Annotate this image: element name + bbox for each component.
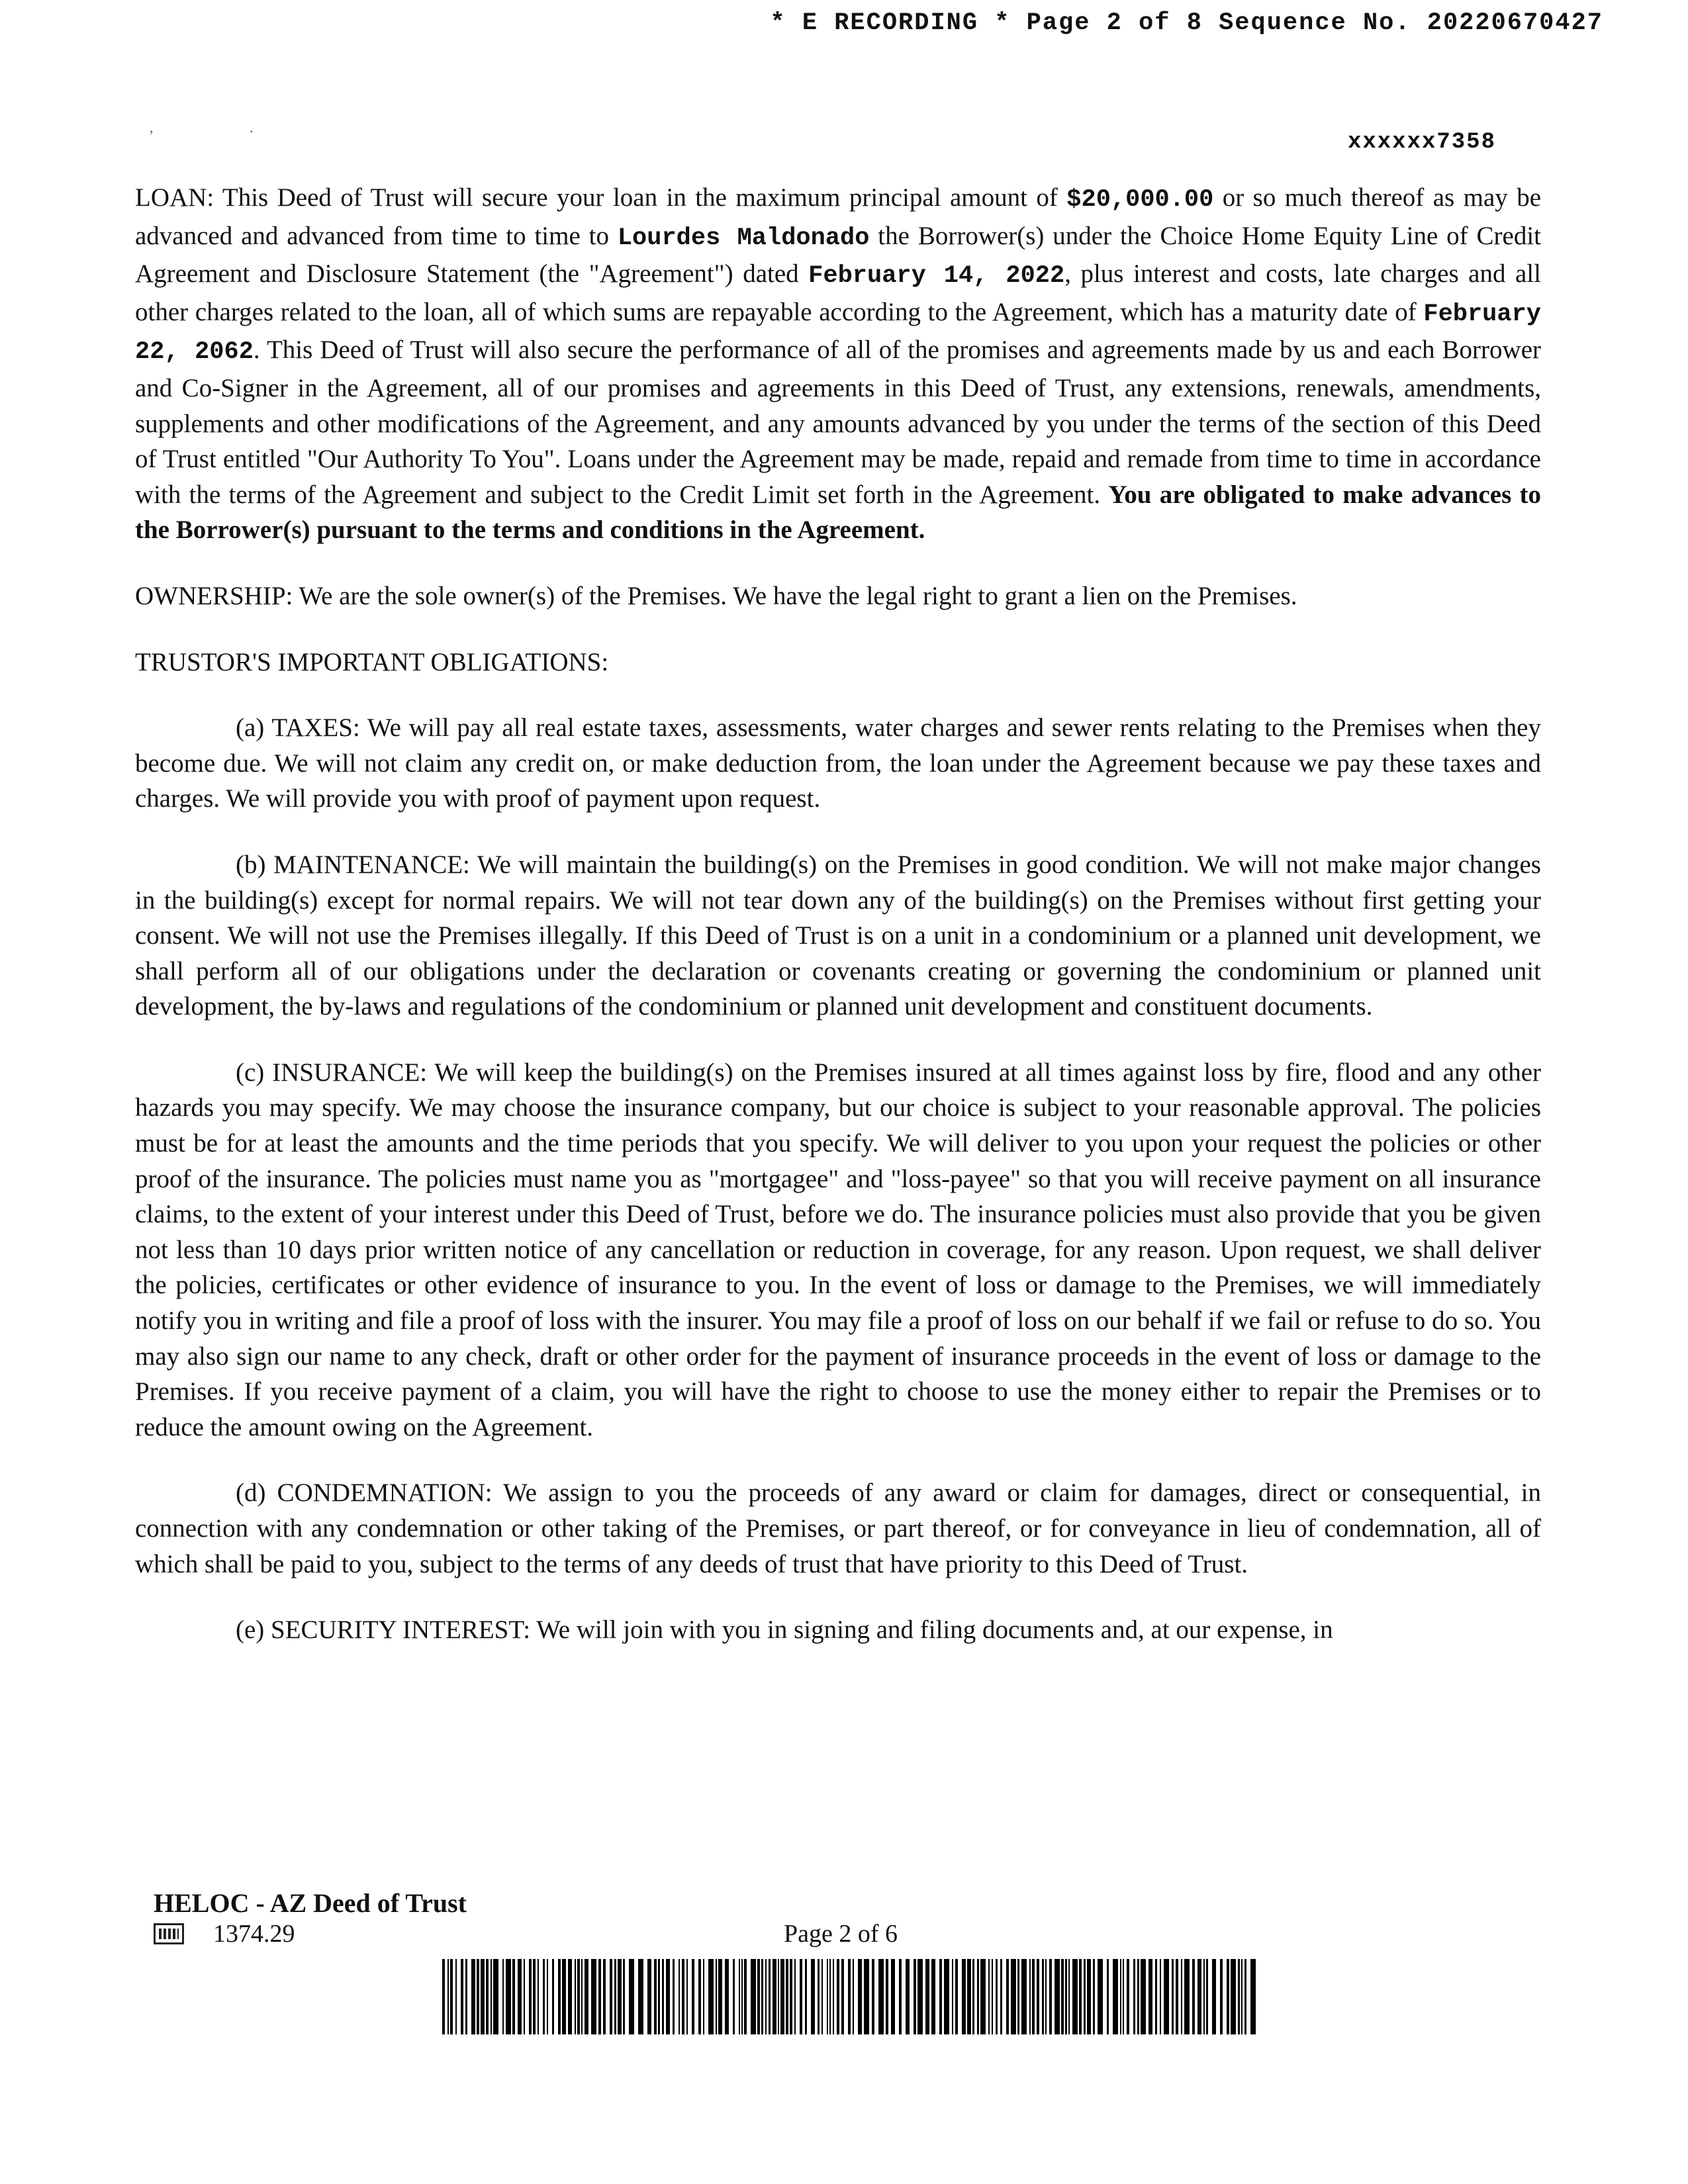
barcode-bar: [1137, 1959, 1139, 2034]
barcode-bar: [1141, 1959, 1146, 2034]
barcode-bar: [1181, 1959, 1182, 2034]
barcode-bar: [827, 1959, 828, 2034]
barcode-bar: [925, 1959, 929, 2034]
barcode-bar: [1172, 1959, 1174, 2034]
barcode-bar: [1029, 1959, 1031, 2034]
barcode-bar: [658, 1959, 660, 2034]
barcode-bar: [708, 1959, 714, 2034]
loan-text-5: . This Deed of Trust will also secure the performance of all of the promises and agreements made by us and each Borrower and Co-Signer in the Agreement, all of our promises and agreements in this Deed of Trust, any extensions, renewals, amendments, supplements and other modifications of the Agreement, and any amounts advanced by you under the terms of the section of this Deed of Trust entitled "Our Authority To You". Loans under the Agreement may be made, repaid and remade from time to time in accordance with the terms of the Agreement and subject to the Credit Limit set forth in the Agreement.: [135, 336, 1541, 509]
barcode-bar: [786, 1959, 788, 2034]
condemnation-paragraph: (d) CONDEMNATION: We assign to you the proceeds of any award or claim for damages, direct or consequential, in connection with any condemnation or other taking of the Premises, or part thereof, or for conveyance in lieu of condemnation, all of which shall be paid to you, subject to the terms of any deeds of trust that have priority to this Deed of Trust.: [135, 1479, 1541, 1578]
form-code: 1374.29: [213, 1920, 295, 1948]
barcode-bar: [841, 1959, 844, 2034]
barcode-bar: [741, 1959, 743, 2034]
barcode: [442, 1959, 1263, 2034]
loan-paragraph: [135, 180, 1541, 548]
barcode-bar: [891, 1959, 895, 2034]
barcode-bar: [575, 1959, 576, 2034]
barcode-bar: [955, 1959, 958, 2034]
barcode-bar: [610, 1959, 612, 2034]
barcode-bar: [450, 1959, 453, 2034]
barcode-bar: [481, 1959, 485, 2034]
barcode-bar: [662, 1959, 664, 2034]
barcode-bar: [931, 1959, 935, 2034]
barcode-bar: [618, 1959, 622, 2034]
barcode-bar: [486, 1959, 489, 2034]
barcode-bar: [568, 1959, 572, 2034]
barcode-bar: [447, 1959, 449, 2034]
barcode-bar: [996, 1959, 998, 2034]
barcode-bar: [1133, 1959, 1135, 2034]
barcode-bar: [666, 1959, 670, 2034]
barcode-bar: [1113, 1959, 1118, 2034]
barcode-bar: [952, 1959, 953, 2034]
barcode-bar: [1068, 1959, 1070, 2034]
barcode-bar: [972, 1959, 974, 2034]
barcode-bar: [1021, 1959, 1027, 2034]
stray-mark: ,: [150, 119, 154, 136]
barcode-bar: [1203, 1959, 1205, 2034]
barcode-bar: [682, 1959, 684, 2034]
borrower-name: Lourdes Maldonado: [617, 224, 870, 252]
barcode-bar: [739, 1959, 740, 2034]
barcode-bar: [1123, 1959, 1124, 2034]
barcode-bar: [1011, 1959, 1016, 2034]
barcode-bar: [1084, 1959, 1086, 2034]
barcode-bar: [673, 1959, 675, 2034]
barcode-bar: [821, 1959, 823, 2034]
barcode-bar: [1079, 1959, 1082, 2034]
barcode-bar: [686, 1959, 688, 2034]
barcode-bar: [1250, 1959, 1256, 2034]
loan-text-4: , plus interest and costs, late charges and all other charges related to the loan, all of which sums are repayable according to the Agreement, which has a maturity date of: [135, 259, 1541, 326]
barcode-bar: [848, 1959, 851, 2034]
barcode-bar: [988, 1959, 990, 2034]
barcode-bar: [1045, 1959, 1047, 2034]
barcode-bar: [967, 1959, 971, 2034]
barcode-bar: [725, 1959, 729, 2034]
barcode-bar: [1176, 1959, 1178, 2034]
barcode-bar: [598, 1959, 601, 2034]
barcode-bar: [1065, 1959, 1067, 2034]
barcode-bar: [1149, 1959, 1152, 2034]
barcode-bar: [1227, 1959, 1229, 2034]
barcode-bar: [1241, 1959, 1243, 2034]
barcode-bar: [773, 1959, 776, 2034]
barcode-bar: [833, 1959, 834, 2034]
recording-header: * E RECORDING * Page 2 of 8 Sequence No. 20220670427: [770, 9, 1603, 37]
barcode-bar: [944, 1959, 949, 2034]
barcode-bar: [442, 1959, 445, 2034]
barcode-bar: [654, 1959, 657, 2034]
barcode-bar: [1049, 1959, 1052, 2034]
form-logo-icon: [154, 1923, 184, 1944]
barcode-bar: [1093, 1959, 1095, 2034]
barcode-bar: [506, 1959, 511, 2034]
barcode-bar: [1000, 1959, 1002, 2034]
barcode-bar: [886, 1959, 888, 2034]
maintenance-paragraph: (b) MAINTENANCE: We will maintain the building(s) on the Premises in good condition. We will not make major changes in the building(s) except for normal repairs. We will not tear down any of the building(s) on the Premises without first getting your consent. We will not use the Premises illegally. If this Deed of Trust is on a unit in a condominium or a planned unit development, we shall perform all of our obligations under the declaration or covenants creating or governing the condominium or planned unit development, the by-laws and regulations of the condominium or planned unit development and constituent documents.: [135, 850, 1541, 1021]
obligations-heading: TRUSTOR'S IMPORTANT OBLIGATIONS:: [135, 647, 609, 676]
barcode-bar: [1155, 1959, 1157, 2034]
barcode-bar: [977, 1959, 979, 2034]
barcode-bar: [1231, 1959, 1236, 2034]
barcode-bar: [1127, 1959, 1129, 2034]
account-number: xxxxxx7358: [1347, 130, 1496, 155]
barcode-bar: [805, 1959, 807, 2034]
barcode-bar: [502, 1959, 504, 2034]
barcode-bar: [1042, 1959, 1044, 2034]
barcode-bar: [744, 1959, 747, 2034]
loan-obligation-bold: You are obligated to make advances to the Borrower(s) pursuant to the terms and conditions in the Agreement.: [135, 480, 1542, 545]
barcode-bar: [716, 1959, 717, 2034]
loan-text-2: or so much thereof as may be advanced and advanced from time to time to: [135, 183, 1541, 250]
barcode-bar: [491, 1959, 492, 2034]
barcode-bar: [629, 1959, 634, 2034]
barcode-bar: [778, 1959, 779, 2034]
barcode-bar: [1107, 1959, 1109, 2034]
barcode-bar: [962, 1959, 966, 2034]
barcode-bar: [818, 1959, 820, 2034]
barcode-bar: [864, 1959, 869, 2034]
barcode-bar: [524, 1959, 525, 2034]
barcode-bar: [1037, 1959, 1039, 2034]
barcode-bar: [577, 1959, 580, 2034]
barcode-bar: [761, 1959, 763, 2034]
barcode-bar: [1098, 1959, 1103, 2034]
barcode-bar: [811, 1959, 815, 2034]
taxes-paragraph: (a) TAXES: We will pay all real estate taxes, assessments, water charges and sewer rents relating to the Premises when they become due. We will not claim any credit on, or make deduction from, the loan under the Agreement because we pay these taxes and charges. We will provide you with proof of payment upon request.: [135, 713, 1541, 813]
barcode-bar: [1197, 1959, 1201, 2034]
barcode-bar: [1206, 1959, 1208, 2034]
insurance-paragraph: (c) INSURANCE: We will keep the building(s) on the Premises insured at all times against loss by fire, flood and any other hazards you may specify. We may choose the insurance company, but our choice is subject to your reasonable approval. The policies must be for at least the amounts and the time periods that you specify. We will deliver to you upon your request the policies or other proof of the insurance. The policies must name you as "mortgagee" and "loss-payee" so that you will receive payment on all insurance claims, to the extent of your interest under this Deed of Trust, before we do. The insurance policies must also provide that you be given not less than 10 days prior written notice of any cancellation or reduction in coverage, for any reason. Upon request, we shall deliver the policies, certificates or other evidence of insurance to you. In the event of loss or damage to the Premises, we will immediately notify you in writing and file a proof of loss with the insurer. You may file a proof of loss on our behalf if we fail or refuse to do so. You may also sign our name to any check, draft or other order for the payment of insurance proceeds in the event of loss or damage to the Premises. If you receive payment of a claim, you will have the right to choose to use the money either to repair the Premises or to reduce the amount owing on the Agreement.: [135, 1058, 1541, 1441]
barcode-bar: [1212, 1959, 1216, 2034]
barcode-bar: [603, 1959, 606, 2034]
barcode-bar: [718, 1959, 722, 2034]
barcode-bar: [614, 1959, 616, 2034]
loan-amount: $20,000.00: [1066, 186, 1214, 214]
barcode-bar: [1072, 1959, 1078, 2034]
barcode-bar: [794, 1959, 796, 2034]
barcode-bar: [518, 1959, 522, 2034]
barcode-bar: [765, 1959, 767, 2034]
barcode-bar: [878, 1959, 884, 2034]
barcode-bar: [872, 1959, 874, 2034]
maturity-date: February 22, 2062: [135, 300, 1541, 367]
barcode-bar: [493, 1959, 498, 2034]
barcode-bar: [1160, 1959, 1161, 2034]
barcode-bar: [581, 1959, 583, 2034]
barcode-bar: [829, 1959, 831, 2034]
barcode-bar: [703, 1959, 704, 2034]
barcode-bar: [647, 1959, 651, 2034]
stray-mark: .: [250, 119, 254, 136]
barcode-bar: [477, 1959, 479, 2034]
form-code-row: [154, 1919, 295, 1948]
barcode-bar: [858, 1959, 862, 2034]
barcode-bar: [562, 1959, 566, 2034]
barcode-bar: [558, 1959, 561, 2034]
barcode-bar: [917, 1959, 923, 2034]
barcode-bar: [585, 1959, 588, 2034]
barcode-bar: [1184, 1959, 1190, 2034]
agreement-date: February 14, 2022: [808, 262, 1065, 291]
barcode-bar: [769, 1959, 771, 2034]
barcode-bar: [837, 1959, 839, 2034]
loan-text-1: LOAN: This Deed of Trust will secure your loan in the maximum principal amount of: [135, 183, 1067, 212]
barcode-bar: [679, 1959, 680, 2034]
barcode-bar: [1164, 1959, 1169, 2034]
barcode-bar: [1192, 1959, 1195, 2034]
barcode-bar: [638, 1959, 643, 2034]
document-body: [135, 180, 1541, 1648]
ownership-paragraph: OWNERSHIP: We are the sole owner(s) of the Premises. We have the legal right to grant a lien on the Premises.: [135, 581, 1297, 610]
barcode-bar: [800, 1959, 802, 2034]
barcode-bar: [1055, 1959, 1060, 2034]
security-interest-paragraph: (e) SECURITY INTEREST: We will join with you in signing and filing documents and, at our expense, in: [236, 1615, 1333, 1645]
barcode-bar: [623, 1959, 625, 2034]
barcode-bar: [1120, 1959, 1121, 2034]
barcode-bar: [906, 1959, 910, 2034]
barcode-bar: [757, 1959, 760, 2034]
barcode-bar: [1238, 1959, 1240, 2034]
barcode-bar: [698, 1959, 701, 2034]
barcode-bar: [914, 1959, 916, 2034]
barcode-bar: [533, 1959, 536, 2034]
loan-text-3: the Borrower(s) under the Choice Home Equity Line of Credit Agreement and Disclosure Statement (the "Agreement") dated: [135, 221, 1542, 289]
barcode-bar: [529, 1959, 532, 2034]
barcode-bar: [780, 1959, 784, 2034]
barcode-bar: [552, 1959, 554, 2034]
barcode-bar: [512, 1959, 515, 2034]
barcode-bar: [465, 1959, 467, 2034]
barcode-bar: [461, 1959, 463, 2034]
barcode-bar: [1017, 1959, 1019, 2034]
barcode-bar: [547, 1959, 548, 2034]
barcode-bar: [980, 1959, 986, 2034]
barcode-bar: [591, 1959, 596, 2034]
barcode-bar: [1087, 1959, 1091, 2034]
barcode-bar: [939, 1959, 942, 2034]
barcode-bar: [1006, 1959, 1009, 2034]
barcode-bar: [455, 1959, 457, 2034]
barcode-bar: [1244, 1959, 1246, 2034]
stray-marks: [150, 119, 346, 136]
barcode-bar: [471, 1959, 475, 2034]
barcode-bar: [733, 1959, 735, 2034]
barcode-bar: [1032, 1959, 1035, 2034]
barcode-bar: [992, 1959, 993, 2034]
barcode-bar: [692, 1959, 694, 2034]
barcode-bar: [1220, 1959, 1223, 2034]
barcode-bar: [790, 1959, 792, 2034]
barcode-bar: [853, 1959, 854, 2034]
form-name: HELOC - AZ Deed of Trust: [154, 1888, 467, 1918]
barcode-bar: [899, 1959, 902, 2034]
barcode-bar: [1061, 1959, 1064, 2034]
barcode-bar: [543, 1959, 545, 2034]
barcode-bar: [538, 1959, 539, 2034]
page-number: Page 2 of 6: [784, 1920, 898, 1948]
barcode-bar: [751, 1959, 756, 2034]
